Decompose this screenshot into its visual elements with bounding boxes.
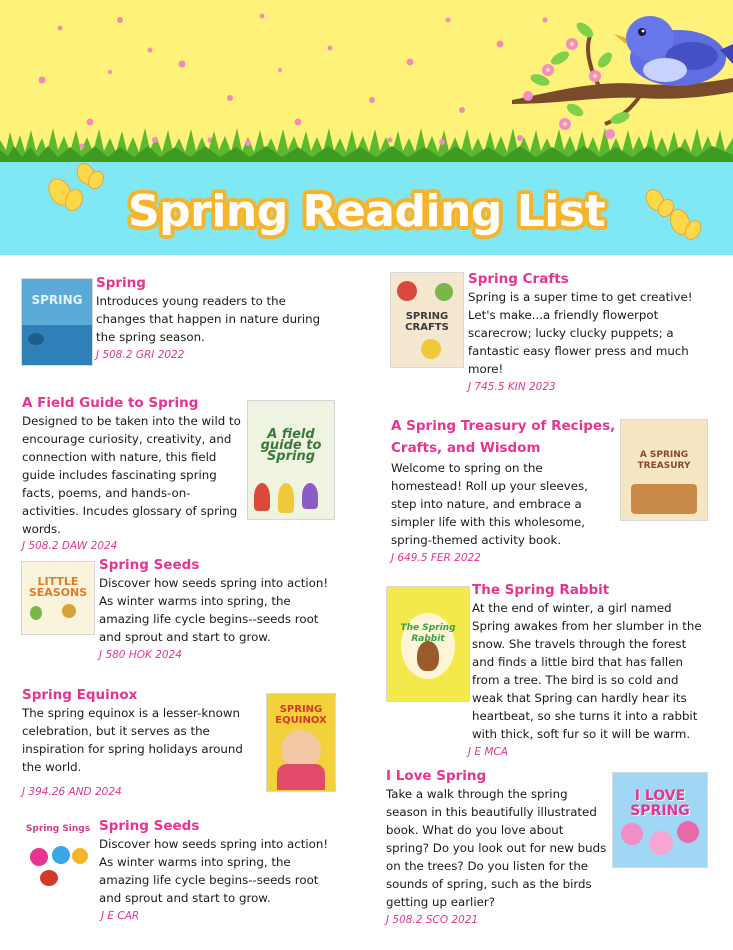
- book-cover: [612, 772, 708, 868]
- book-entry: [22, 686, 254, 800]
- book-title: A Spring Treasury of Recipes, Crafts, and Wisdom: [391, 418, 616, 456]
- cover-text: SPRING EQUINOX: [275, 704, 327, 726]
- book-description: At the end of winter, a girl named Spring awakes from her slumber in the snow. She travels through the forest and finds a little bird that has fallen from a tree. The bird is so cold and weak that Spring can hardly hear its heartbeat, so she turns it into a rabbit with thick, soft fur so it will be warm.: [472, 601, 702, 741]
- book-description: Designed to be taken into the wild to encourage curiosity, creativity, and connection with nature, this field guide includes fascinating spring facts, poems, and hands-on-activities. Incudes glossary of spring words.: [22, 414, 241, 536]
- call-number: J 508.2 SCO 2021: [386, 914, 479, 926]
- call-number: J 508.2 GRI 2022: [96, 349, 185, 361]
- book-cover: [21, 817, 95, 899]
- cover-text: LITTLE SEASONS: [28, 575, 88, 599]
- book-description: Take a walk through the spring season in this beautifully illustrated book. What do you love about spring? Do you look out for new buds on the trees? Do you listen for the sounds of spring, such as the birds getting up earlier?: [386, 787, 607, 909]
- call-number: J 580 HOK 2024: [99, 649, 182, 661]
- book-description: Discover how seeds spring into action! As winter warms into spring, the amazing life cycle begins--seeds root and sprout and start to grow.: [99, 837, 329, 905]
- book-cover: [247, 400, 335, 520]
- book-title: Spring Crafts: [468, 271, 569, 287]
- cover-text: A SPRING TREASURY: [637, 450, 691, 471]
- book-description: Discover how seeds spring into action! As winter warms into spring, the amazing life cycle begins--seeds root and sprout and start to grow.: [99, 576, 329, 644]
- book-description: Spring is a super time to get creative! Let's make...a friendly flowerpot scarecrow; lucky clucky puppets; a fantastic easy flower press and much more!: [468, 290, 693, 376]
- call-number: J E CAR: [101, 910, 140, 922]
- book-entry: [99, 817, 343, 924]
- book-title: Spring Seeds: [99, 818, 200, 834]
- cover-text: Spring Sings: [25, 824, 91, 834]
- book-title: The Spring Rabbit: [472, 582, 610, 598]
- book-entry: [468, 270, 698, 395]
- book-cover: [21, 561, 95, 635]
- call-number: J 508.2 DAW 2024: [22, 540, 118, 552]
- cover-text: I LOVE SPRING: [630, 788, 690, 819]
- call-number: J 649.5 FER 2022: [391, 552, 481, 564]
- book-entry: [22, 394, 246, 554]
- page-title: Spring Reading List: [127, 186, 606, 237]
- book-entry: [391, 415, 616, 566]
- book-description: Introduces young readers to the changes that happen in nature during the spring season.: [96, 294, 321, 344]
- call-number: J 394.26 AND 2024: [22, 786, 122, 798]
- book-entry: [468, 581, 710, 760]
- call-number: J E MCA: [468, 746, 508, 758]
- cover-text: The Spring Rabbit: [400, 623, 456, 644]
- book-title: A Field Guide to Spring: [22, 395, 199, 411]
- book-title: I Love Spring: [386, 768, 487, 784]
- book-title: Spring: [96, 275, 146, 291]
- book-cover: [620, 419, 708, 521]
- cover-text: SPRING: [31, 293, 83, 307]
- book-cover: [21, 278, 93, 366]
- book-description: The spring equinox is a lesser-known celebration, but it serves as the inspiration for spring holidays around the world.: [22, 706, 243, 774]
- cover-text: A field guide to Spring: [260, 427, 322, 464]
- book-entry: [99, 556, 341, 663]
- book-entry: [96, 274, 326, 363]
- book-cover: [390, 272, 464, 368]
- book-title: Spring Seeds: [99, 557, 200, 573]
- book-cover: [266, 693, 336, 792]
- cover-text: SPRING CRAFTS: [405, 311, 449, 333]
- book-cover: [386, 586, 470, 702]
- book-description: Welcome to spring on the homestead! Roll up your sleeves, step into nature, and embrace a simpler life with this wholesome, spring-themed activity book.: [391, 461, 588, 547]
- book-title: Spring Equinox: [22, 687, 138, 703]
- call-number: J 745.5 KIN 2023: [468, 381, 556, 393]
- book-entry: [386, 767, 610, 928]
